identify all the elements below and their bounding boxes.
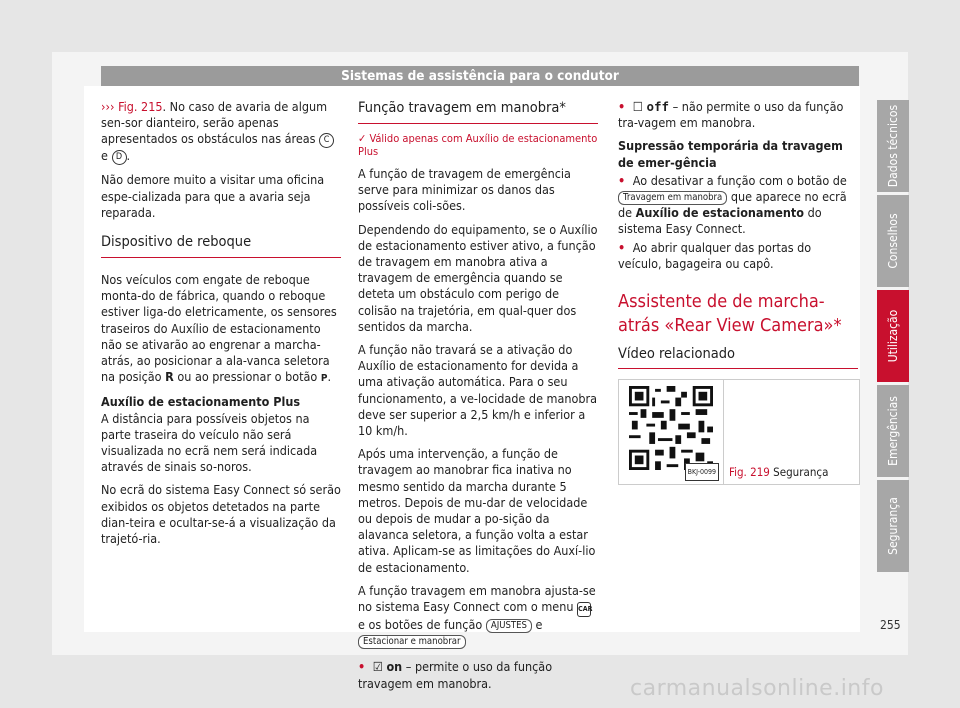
bullet-1-bold: Auxílio de estacionamento [635, 205, 804, 221]
subsection-title: Supressão temporária da travagem de emer-gência [618, 138, 843, 170]
on-text: – permite o uso da função travagem em manobra. [358, 659, 553, 691]
bullet-on [358, 659, 598, 691]
qr-code[interactable] [629, 386, 713, 470]
gear-r: R [165, 369, 174, 385]
para-3-text-b: ou ao pressionar o botão [177, 369, 318, 385]
qr-tag: BKJ-0099 [685, 463, 719, 481]
video-figure [618, 379, 860, 485]
para-1: ››› Fig. 215. No caso de avaria de algum sen-sor dianteiro, serão apenas apresentados os obstáculos nas áreas C e D . [101, 99, 341, 165]
tab-label: Conselhos [886, 213, 900, 269]
tab-seguranca[interactable] [877, 480, 909, 572]
para-5-text-b: e os botões de função [358, 617, 483, 633]
section-title-brake: Função travagem em manobra* [358, 99, 598, 124]
tab-label: Segurança [886, 497, 900, 555]
area-c-icon: C [319, 133, 334, 148]
off-text: – não permite o uso da função tra-vagem em manobra. [618, 99, 844, 131]
column-3 [618, 99, 858, 485]
bullet-1-text-b: que aparece no ecrã de [618, 189, 847, 221]
para-4: A distância para possíveis objetos na parte traseira do veículo não será visualizada no ecrã nem será indicada através de sinais so-noros. [101, 410, 318, 475]
para-3: Nos veículos com engate de reboque monta-do de fábrica, quando o reboque estiver liga-do eletricamente, os sensores traseiros do Auxílio de estacionamento não se ativarão ao engrenar a marcha-atrás, ao posicionar a ala-vanca seletora na posição R ou ao pressionar o botão P. [101, 272, 337, 385]
tab-conselhos[interactable] [877, 195, 909, 287]
qr-cell [619, 380, 724, 484]
figure-label: Fig. 219 [729, 465, 770, 480]
para-1: A função de travagem de emergência serve para minimizar os danos das possíveis coli-sões. [358, 166, 571, 214]
tab-label: Dados técnicos [886, 104, 900, 188]
bullet-off [618, 99, 858, 131]
video-title: Vídeo relacionado [618, 346, 858, 369]
tab-label: Utilização [886, 309, 900, 363]
off-label: off [646, 99, 670, 114]
para-2: Não demore muito a visitar uma oficina espe-cializada para que a avaria seja reparada. [101, 172, 325, 220]
para-1-text: . No caso de avaria de algum sen-sor dianteiro, serão apenas apresentados os obstáculos nas áreas [101, 99, 328, 147]
section-title-camera: Assistente de de marcha-atrás «Rear View Camera»* [618, 291, 842, 337]
bullet-1-text-c: do sistema Easy Connect. [618, 205, 822, 237]
check-icon: ✓ [358, 132, 367, 145]
tab-label: Emergências [886, 396, 900, 466]
checkbox-checked-icon: ☑ [372, 659, 383, 675]
bullet-2 [618, 240, 858, 272]
para-4: Após uma intervenção, a função de travagem ao manobrar fica inativa no mesmo sentido da marcha durante 5 metros. Depois de mu-dar de velocidade ou depois de mudar a po-sição da alavanca seletora, a função volta a estar ativa. Aplicam-se as limitações do Auxí-lio de estacionamento. [358, 446, 596, 575]
checkbox-empty-icon: ☐ [632, 99, 643, 114]
bullet-icon: • [618, 172, 626, 188]
area-d-icon: D [112, 150, 127, 165]
para-5 [358, 583, 598, 650]
section-title-towing: Dispositivo de reboque [101, 233, 341, 258]
conjunction: e [535, 617, 543, 633]
on-label: on [386, 659, 403, 675]
tab-utilizacao[interactable] [877, 290, 909, 382]
bullet-icon: • [618, 99, 626, 114]
para-3: A função não travará se a ativação do Auxílio de estacionamento for devida a uma ativação automática. Para o seu funcionamento, a ve-locidade de manobra deve ser superior a 2,5 km/h e inferior a 10 km/h. [358, 342, 598, 439]
para-5-text: A função travagem em manobra ajusta-se no sistema Easy Connect com o menu [358, 582, 596, 615]
figure-link[interactable]: Fig. 215 [118, 99, 163, 114]
page-number: 255 [880, 618, 901, 632]
bullet-icon: • [618, 239, 626, 255]
car-menu-icon: CAR [577, 602, 591, 617]
bullet-1 [618, 173, 858, 238]
validity-text: Válido apenas com Auxílio de estacionamento Plus [358, 132, 598, 158]
para-5: No ecrã do sistema Easy Connect só serão exibidos os objetos detetados na parte dian-teira e ocultar-se-á a visualização da trajetó-ria. [101, 482, 341, 547]
conjunction: e [101, 148, 108, 164]
chapter-tabs [877, 100, 909, 575]
estacionar-button: Estacionar e manobrar [358, 635, 466, 649]
column-2 [358, 99, 598, 699]
parking-sensor-icon: P [320, 373, 328, 385]
travagem-button: Travagem em manobra [618, 191, 727, 205]
column-1 [101, 99, 341, 554]
link-arrows: ››› [101, 99, 115, 114]
tab-dados-tecnicos[interactable] [877, 100, 909, 192]
para-3-text: Nos veículos com engate de reboque monta-do de fábrica, quando o reboque estiver liga-do eletricamente, os sensores traseiros do Auxílio de estacionamento não se ativarão ao engrenar a marcha-atrás, ao posicionar a ala-vanca seletora na posição [101, 272, 337, 385]
bullet-icon: • [358, 659, 366, 675]
para-2: Dependendo do equipamento, se o Auxílio de estacionamento estiver ativo, a função de travagem em manobra ativa a travagem de emergência quando se deteta um obstáculo com perigo de colisão na trajetória, em qual-quer dos sentidos da marcha. [358, 221, 598, 334]
subsection-title: Auxílio de estacionamento Plus [101, 394, 301, 410]
figure-caption [729, 464, 828, 480]
figure-caption-text: Segurança [773, 465, 829, 480]
bullet-2-text: Ao abrir qualquer das portas do veículo, bagageira ou capô. [618, 239, 812, 271]
watermark: carmanualsonline.info [630, 676, 884, 701]
tab-emergencias[interactable] [877, 385, 909, 477]
validity-note [358, 132, 598, 158]
ajustes-button: AJUSTES [486, 619, 532, 633]
page-header: Sistemas de assistência para o condutor [101, 66, 859, 86]
bullet-1-text: Ao desativar a função com o botão de [632, 172, 847, 188]
